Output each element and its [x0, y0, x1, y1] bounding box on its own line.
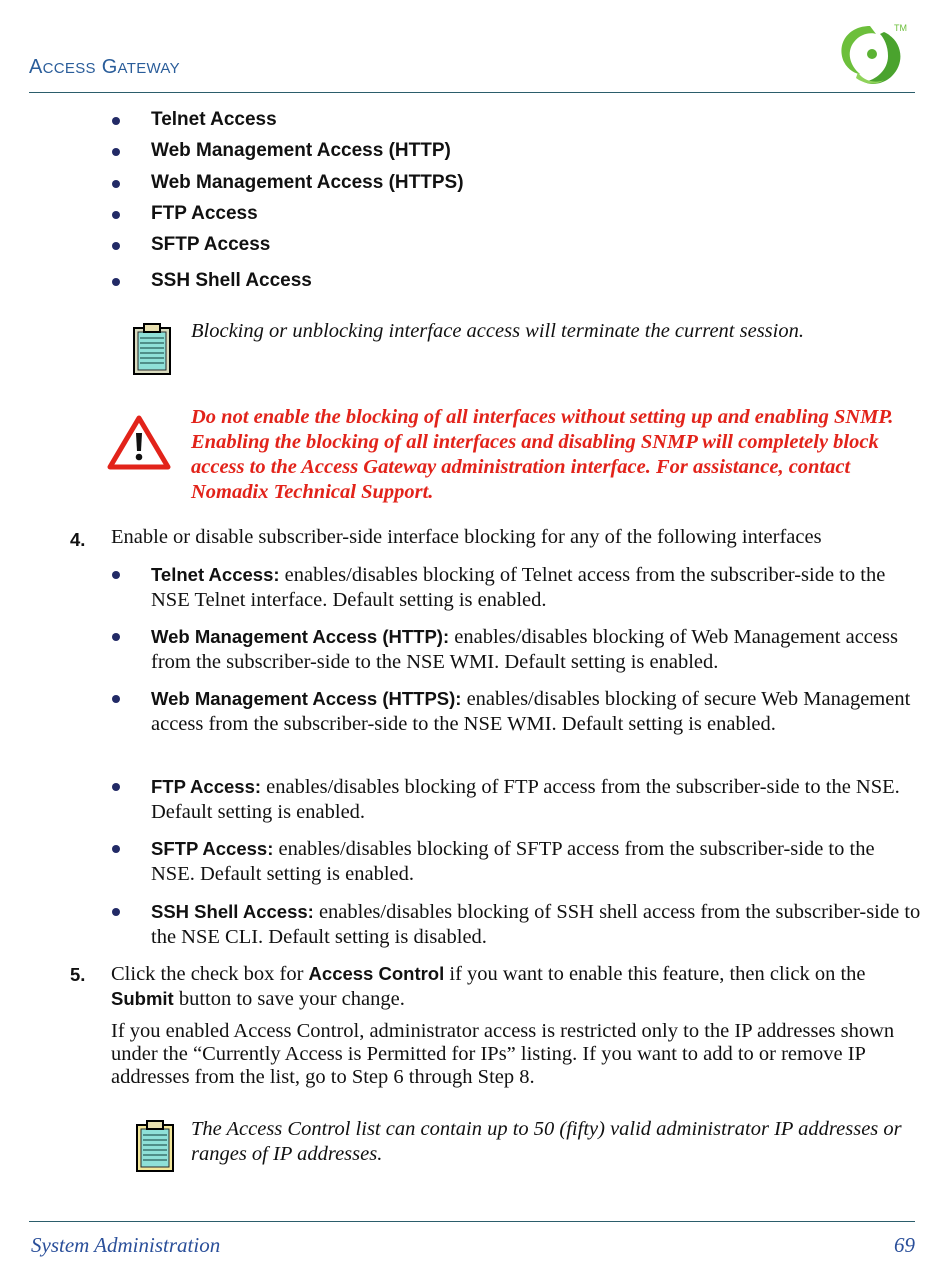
bullet-icon [112, 633, 120, 641]
item-description: enables/disables blocking of FTP access from the subscriber-side to the NSE. Default setting is enabled. [151, 776, 900, 823]
header-divider [29, 92, 915, 93]
step-4-item-telnet [151, 563, 921, 612]
footer-section-title: System Administration [31, 1233, 221, 1257]
bullet-icon [112, 211, 120, 219]
step-number: 5. [70, 964, 86, 985]
note-session-termination: Blocking or unblocking interface access will terminate the current session. [191, 320, 804, 342]
access-control-term: Access Control [308, 963, 445, 984]
bullet-icon [112, 180, 120, 188]
interface-list-item: FTP Access [151, 203, 258, 224]
bullet-icon [112, 242, 120, 250]
header-rest-gateway: ATEWAY [117, 60, 180, 77]
step-4-item-http [151, 625, 921, 674]
page-header-title [29, 56, 180, 79]
item-label: Web Management Access (HTTP): [151, 626, 450, 647]
bullet-icon [112, 148, 120, 156]
bullet-icon [112, 783, 120, 791]
page-number: 69 [894, 1233, 915, 1257]
item-description: enables/disables blocking of secure Web Management access from the subscriber-side to the NSE WMI. Default setting is enabled. [151, 688, 911, 735]
item-description: enables/disables blocking of Telnet access from the subscriber-side to the NSE Telnet interface. Default setting is enabled. [151, 564, 886, 611]
note-clipboard-icon [132, 322, 174, 376]
submit-term: Submit [111, 987, 174, 1009]
bullet-icon [112, 117, 120, 125]
step-4-item-sftp [151, 837, 921, 886]
step-5-paragraph: If you enabled Access Control, administrator access is restricted only to the IP addresses shown under the “Currently Access is Permitted for IPs” listing. If you want to add to or remove IP addresses from the list, go to Step 6 through Step 8. [111, 1020, 895, 1088]
interface-list-item: Telnet Access [151, 109, 277, 130]
bullet-icon [112, 908, 120, 916]
item-description: enables/disables blocking of SFTP access from the subscriber-side to the NSE. Default setting is enabled. [151, 838, 875, 885]
item-description: enables/disables blocking of Web Management access from the subscriber-side to the NSE WMI. Default setting is enabled. [151, 626, 898, 673]
item-label: FTP Access: [151, 776, 262, 797]
warning-icon [107, 415, 171, 471]
interface-list-item: SSH Shell Access [151, 270, 312, 291]
interface-list-item: Web Management Access (HTTPS) [151, 172, 464, 193]
step-number: 4. [70, 529, 86, 550]
header-initial-g: G [101, 56, 118, 78]
bullet-icon [112, 845, 120, 853]
nomadix-logo-icon [830, 18, 914, 90]
item-label: SFTP Access: [151, 838, 274, 859]
item-label: SSH Shell Access: [151, 901, 314, 922]
step-4-text: Enable or disable subscriber-side interface blocking for any of the following interfaces [111, 526, 822, 548]
note-clipboard-icon [135, 1119, 177, 1173]
item-label: Web Management Access (HTTPS): [151, 688, 462, 709]
step-5-text [111, 962, 916, 1011]
footer-divider [29, 1221, 915, 1222]
interface-list-item: Web Management Access (HTTP) [151, 140, 451, 161]
bullet-icon [112, 695, 120, 703]
bullet-icon [112, 278, 120, 286]
header-rest-access: CCESS [42, 60, 96, 77]
step-5-text-part: Click the check box for [111, 963, 309, 985]
header-initial-a: A [29, 56, 43, 78]
step-4-item-ftp [151, 775, 921, 824]
warning-text: Do not enable the blocking of all interfaces without setting up and enabling SNMP. Enabling the blocking of all interfaces and disabling SNMP will completely block access to the Access Gateway administration interface. For assistance, contact Nomadix Technical Support. [191, 406, 894, 503]
bullet-icon [112, 571, 120, 579]
item-label: Telnet Access: [151, 564, 280, 585]
step-4-item-https [151, 687, 921, 736]
trademark-mark: TM [894, 23, 907, 33]
note-access-control-limit: The Access Control list can contain up to 50 (fifty) valid administrator IP addresses or ranges of IP addresses. [191, 1118, 902, 1165]
interface-list-item: SFTP Access [151, 234, 271, 255]
step-4-item-ssh [151, 900, 921, 949]
step-5-text-part: if you want to enable this feature, then click on the [444, 963, 866, 985]
item-description: enables/disables blocking of SSH shell access from the subscriber-side to the NSE CLI. Default setting is disabled. [151, 901, 921, 948]
step-5-text-part: button to save your change. [173, 987, 405, 1010]
